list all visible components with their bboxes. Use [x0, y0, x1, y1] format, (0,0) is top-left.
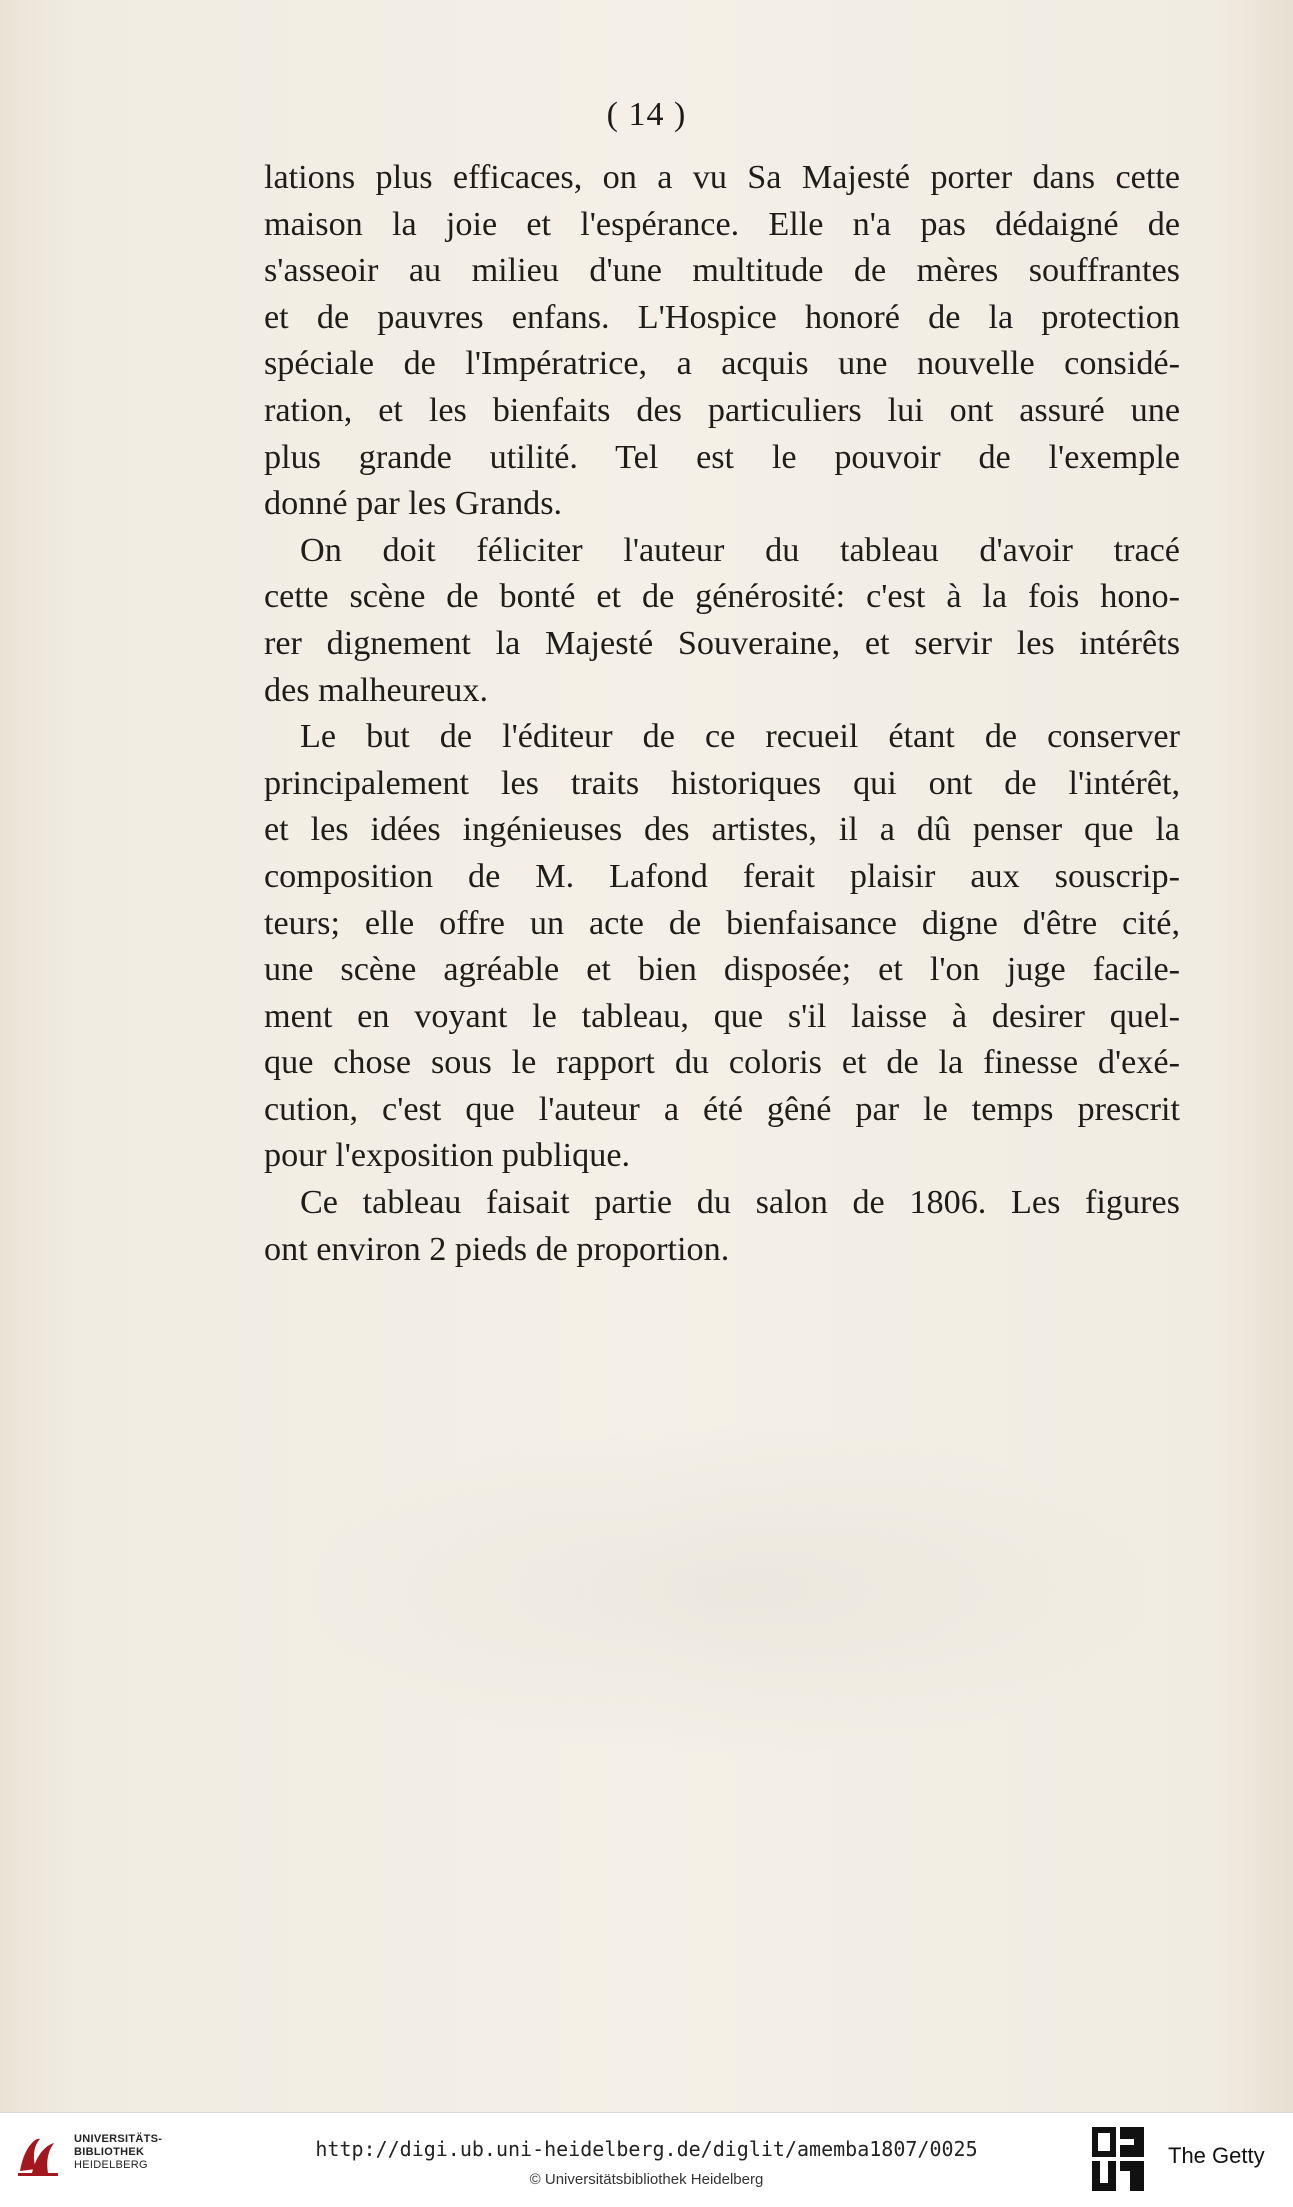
text-line: principalement les traits historiques qui ont de l'intérêt,: [264, 764, 1180, 802]
text-line: rer dignement la Majesté Souveraine, et servir les intérêts: [264, 624, 1180, 662]
text-line: s'asseoir au milieu d'une multitude de mères souffrantes: [264, 252, 1180, 290]
text-line: que chose sous le rapport du coloris et de la finesse d'exé-: [264, 1044, 1180, 1082]
text-line: Ce tableau faisait partie du salon de 1806. Les figures: [300, 1184, 1180, 1222]
page-number: ( 14 ): [606, 96, 687, 133]
text-line: pour l'exposition publique.: [264, 1137, 631, 1175]
paragraph: [264, 714, 1180, 1180]
text-line: Le but de l'éditeur de ce recueil étant de conserver: [300, 718, 1180, 756]
text-line: teurs; elle offre un acte de bienfaisance digne d'être cité,: [264, 904, 1180, 942]
getty-logo-icon: [1090, 2125, 1146, 2193]
text-line: ration, et les bienfaits des particuliers lui ont assuré une: [264, 391, 1180, 429]
text-line: cette scène de bonté et de générosité: c'est à la fois hono-: [264, 578, 1180, 616]
text-line: et les idées ingénieuses des artistes, il a dû penser que la: [264, 811, 1180, 849]
permalink-url[interactable]: http://digi.ub.uni-heidelberg.de/diglit/amemba1807/0025: [315, 2137, 978, 2161]
partner-name: The Getty: [1168, 2143, 1265, 2168]
viewer-footer: [0, 2112, 1293, 2207]
text-line: ont environ 2 pieds de proportion.: [264, 1230, 730, 1268]
paragraph: [264, 528, 1180, 714]
text-line: maison la joie et l'espérance. Elle n'a pas dédaigné de: [264, 205, 1180, 243]
text-line: plus grande utilité. Tel est le pouvoir de l'exemple: [264, 438, 1180, 476]
text-line: spéciale de l'Impératrice, a acquis une nouvelle considé-: [264, 345, 1180, 383]
show-through-bleed: [290, 1420, 1170, 1760]
copyright-notice: © Universitätsbibliothek Heidelberg: [529, 2171, 764, 2188]
text-line: ment en voyant le tableau, que s'il laisse à desirer quel-: [264, 997, 1180, 1035]
text-line: des malheureux.: [264, 671, 489, 709]
text-line: composition de M. Lafond ferait plaisir aux souscrip-: [264, 857, 1180, 895]
paragraph: [264, 1180, 1180, 1273]
text-line: donné par les Grands.: [264, 485, 563, 523]
text-line: lations plus efficaces, on a vu Sa Majesté porter dans cette: [264, 159, 1180, 196]
paragraph: [264, 155, 1180, 528]
institution-line-2: BIBLIOTHEK: [74, 2146, 145, 2158]
text-line: On doit féliciter l'auteur du tableau d'avoir tracé: [300, 531, 1180, 569]
text-line: cution, c'est que l'auteur a été gêné par le temps prescrit: [264, 1090, 1180, 1128]
text-line: et de pauvres enfans. L'Hospice honoré de la protection: [264, 298, 1180, 336]
body-text: [264, 155, 1180, 1273]
text-line: une scène agréable et bien disposée; et l'on juge facile-: [264, 951, 1180, 989]
institution-line-1: UNIVERSITÄTS-: [74, 2133, 163, 2145]
institution-line-3: HEIDELBERG: [74, 2159, 148, 2171]
